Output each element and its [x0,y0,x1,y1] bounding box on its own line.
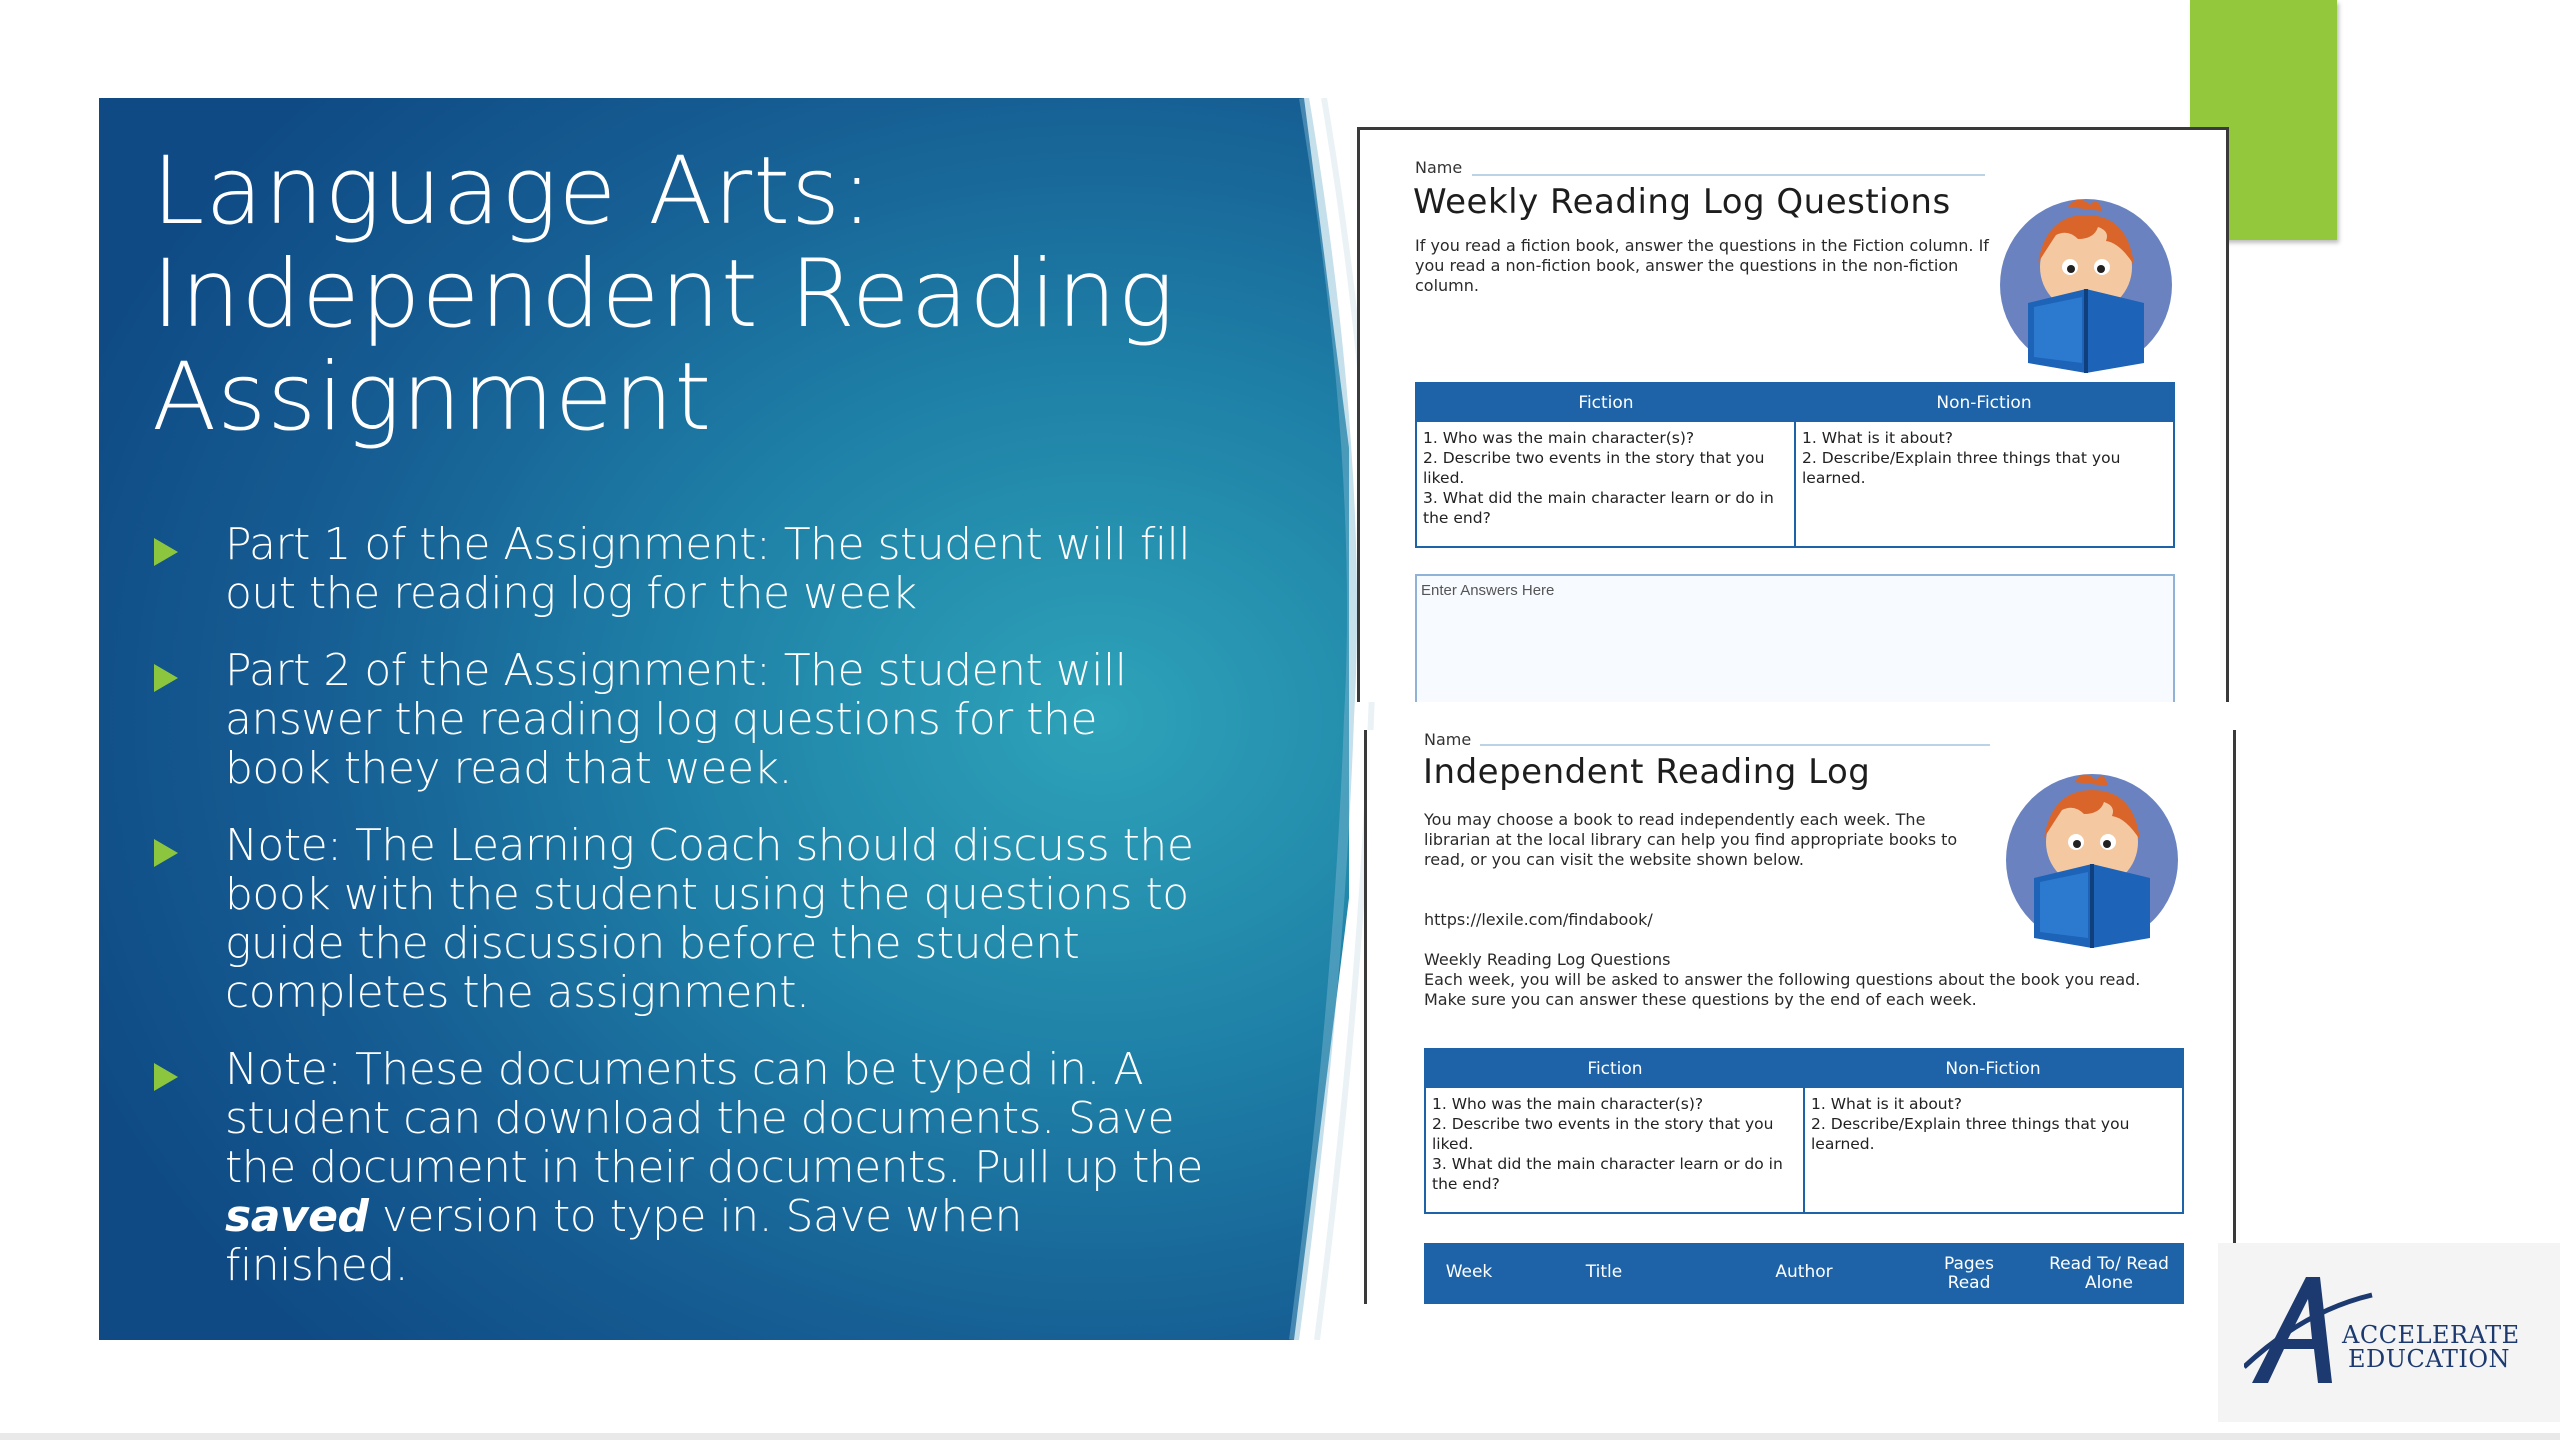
bullet-item [152,821,1212,1017]
column-read-to: Read To/ Read Alone [2049,1254,2169,1293]
bullet-text: Note: The Learning Coach should discuss the book with the student using the questions to guide the discussion before the student completes the assignment. [225,820,1194,1018]
questions-table [1415,382,2175,548]
worksheet-title: Weekly Reading Log Questions [1413,182,1951,222]
bullet-arrow-icon [154,664,178,692]
bullet-arrow-icon [154,839,178,867]
nonfiction-column-header: Non-Fiction [1936,393,2032,413]
fiction-questions: 1. Who was the main character(s)? 2. Describe two events in the story that you liked. 3. What did the main character learn or do in the end? [1417,422,1796,546]
questions-intro: Each week, you will be asked to answer the following questions about the book you read. Make sure you can answer these questions by the end of each week. [1424,970,2141,1009]
column-title: Title [1585,1262,1623,1282]
bullet-arrow-icon [154,538,178,566]
answer-text-field[interactable] [1415,574,2175,702]
worksheet-independent-reading-log [1364,730,2236,1304]
column-pages-read: Pages Read [1943,1254,1994,1293]
fiction-questions: 1. Who was the main character(s)? 2. Describe two events in the story that you liked. 3. What did the main character learn or do in the end? [1426,1088,1805,1212]
logo-text-line1: ACCELERATE [2342,1321,2520,1349]
slide-title: Language Arts: Independent Reading Assignment [152,137,1175,452]
worksheet-reading-log-questions [1357,127,2229,702]
bullet-arrow-icon [154,1063,178,1091]
bottom-strip [0,1433,2560,1440]
nonfiction-questions: 1. What is it about? 2. Describe/Explain three things that you learned. [1802,429,2121,487]
bullet-item [152,520,1212,618]
worksheet-intro: You may choose a book to read independently each week. The librarian at the local library can help you find appropriate books to read, or you can visit the website shown below. [1424,810,1958,869]
accelerate-education-logo [2218,1243,2560,1422]
worksheet-instructions: If you read a fiction book, answer the questions in the Fiction column. If you read a non-fiction book, answer the questions in the non-fiction column. [1415,236,1989,295]
questions-table [1424,1048,2184,1214]
nonfiction-column-header: Non-Fiction [1945,1059,2041,1079]
child-reading-icon [2004,760,2180,948]
bullet-item [152,646,1212,793]
column-week: Week [1445,1262,1493,1282]
answer-placeholder: Enter Answers Here [1421,582,1555,599]
bullet-list [152,520,1212,1318]
logo-text-line2: EDUCATION [2348,1345,2511,1373]
reading-log-table-header [1424,1243,2184,1304]
fiction-column-header: Fiction [1587,1059,1643,1079]
name-label: Name [1415,158,1463,177]
questions-heading: Weekly Reading Log Questions [1424,950,1671,969]
column-author: Author [1775,1262,1833,1282]
worksheet-title: Independent Reading Log [1423,752,1871,792]
name-label: Name [1424,730,1472,749]
bullet-text: Part 1 of the Assignment: The student will fill out the reading log for the week [225,519,1191,619]
bullet-text: Part 2 of the Assignment: The student will answer the reading log questions for the book they read that week. [225,645,1127,794]
name-line [1480,744,1990,746]
child-reading-icon [1998,185,2174,373]
name-line [1472,174,1985,176]
emphasis-saved: saved [225,1191,369,1242]
bullet-item [152,1045,1212,1290]
website-link[interactable]: https://lexile.com/findabook/ [1424,910,1653,929]
bullet-text: Note: These documents can be typed in. A student can download the documents. Save the document in their documents. Pull up the saved version to type in. Save when finished. [225,1044,1203,1291]
fiction-column-header: Fiction [1578,393,1634,413]
nonfiction-questions: 1. What is it about? 2. Describe/Explain three things that you learned. [1811,1095,2130,1153]
